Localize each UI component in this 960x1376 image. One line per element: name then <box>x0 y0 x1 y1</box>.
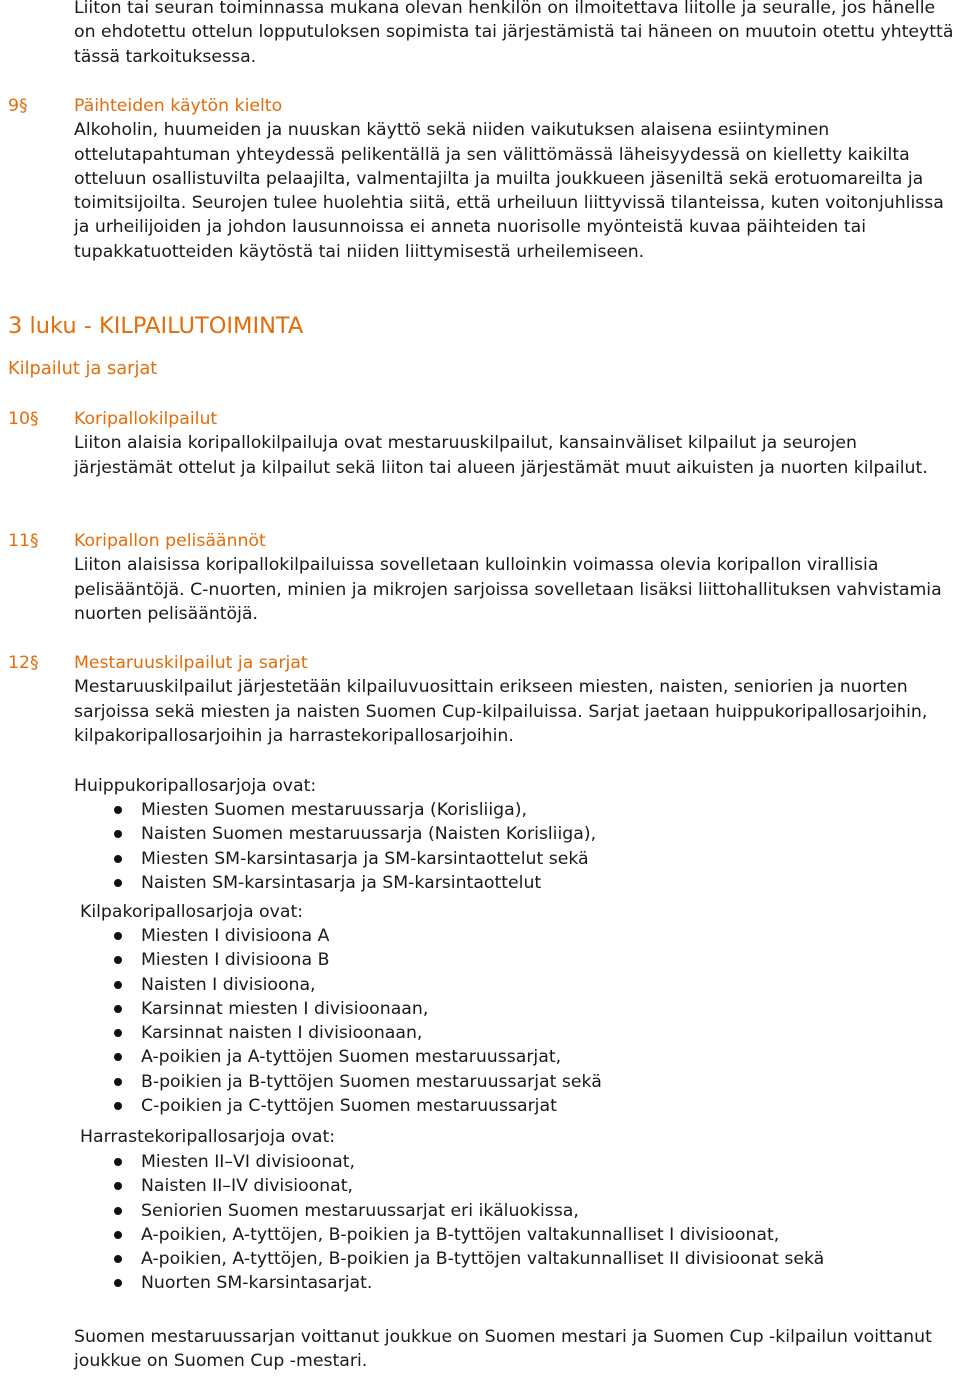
closing-paragraph: Suomen mestaruussarjan voittanut joukkue on Suomen mestari ja Suomen Cup -kilpailun voittanut joukkue on Suomen Cup -mestari. <box>74 1327 932 1372</box>
list-item: A-poikien, A-tyttöjen, B-poikien ja B-tyttöjen valtakunnalliset II divisioonat sekä <box>108 1247 824 1271</box>
section-number: 10§ <box>8 409 39 429</box>
list-item: A-poikien, A-tyttöjen, B-poikien ja B-tyttöjen valtakunnalliset I divisioonat, <box>108 1223 824 1247</box>
bullet-list-kilpa <box>108 924 602 1118</box>
list-item: Naisten II–IV divisioonat, <box>108 1174 824 1198</box>
list-item: Miesten I divisioona A <box>108 924 602 948</box>
chapter-title: 3 luku - KILPAILUTOIMINTA <box>8 313 304 339</box>
bullet-list-huippu <box>108 798 596 895</box>
section-10-body: Liiton alaisia koripallokilpailuja ovat mestaruuskilpailut, kansainväliset kilpailut ja seurojen järjestämät ottelut ja kilpailut sekä liiton tai alueen järjestämät muut aikuisten ja nuorten kilpailut. <box>74 433 928 478</box>
section-title: Koripallokilpailut <box>74 409 218 429</box>
list-item: Naisten SM-karsintasarja ja SM-karsintaottelut <box>108 871 596 895</box>
section-number: 12§ <box>8 653 39 673</box>
list-item: C-poikien ja C-tyttöjen Suomen mestaruussarjat <box>108 1094 602 1118</box>
intro-paragraph: Liiton tai seuran toiminnassa mukana olevan henkilön on ilmoitettava liitolle ja seuralle, jos hänelle on ehdotettu ottelun lopputuloksen sopimista tai järjestämistä tai häneen on muutoin otettu yhteyttä tässä tarkoituksessa. <box>74 0 954 67</box>
list-heading-kilpa: Kilpakoripallosarjoja ovat: <box>80 902 304 922</box>
list-item: Nuorten SM-karsintasarjat. <box>108 1271 824 1295</box>
list-item: Miesten II–VI divisioonat, <box>108 1150 824 1174</box>
list-item: Karsinnat miesten I divisioonaan, <box>108 997 602 1021</box>
section-number: 9§ <box>8 96 28 116</box>
bullet-list-harraste <box>108 1150 824 1296</box>
list-item: Naisten Suomen mestaruussarja (Naisten Korisliiga), <box>108 822 596 846</box>
section-10-heading <box>0 407 960 431</box>
list-item: Miesten I divisioona B <box>108 948 602 972</box>
list-item: Miesten SM-karsintasarja ja SM-karsintaottelut sekä <box>108 847 596 871</box>
section-11-heading <box>0 529 960 553</box>
section-title: Päihteiden käytön kielto <box>74 96 283 116</box>
section-11 <box>0 529 960 626</box>
section-10 <box>0 407 960 480</box>
section-9-heading <box>0 94 960 118</box>
section-12 <box>0 651 960 748</box>
section-12-body: Mestaruuskilpailut järjestetään kilpailuvuosittain erikseen miesten, naisten, seniorien ja nuorten sarjoissa sekä miesten ja naisten Suomen Cup-kilpailuissa. Sarjat jaetaan huippukoripallosarjoihin, kilpakoripallosarjoihin ja harrastekoripallosarjoihin. <box>74 677 928 746</box>
list-item: B-poikien ja B-tyttöjen Suomen mestaruussarjat sekä <box>108 1070 602 1094</box>
subheading: Kilpailut ja sarjat <box>8 358 158 379</box>
list-item: A-poikien ja A-tyttöjen Suomen mestaruussarjat, <box>108 1045 602 1069</box>
section-9-body: Alkoholin, huumeiden ja nuuskan käyttö sekä niiden vaikutuksen alaisena esiintyminen ottelutapahtuman yhteydessä pelikentällä ja sen välittömässä läheisyydessä on kielletty kaikilta otteluun osallistuvilta pelaajilta, valmentajilta ja muilta joukkueen jäseniltä sekä erotuomareilta ja toimitsijoilta. Seurojen tulee huolehtia siitä, että urheiluun liittyvissä tilanteissa, kuten voitonjuhlissa ja urheilijoiden ja johdon lausunnoissa ei anneta nuorisolle myönteistä kuvaa päihteiden tai tupakkatuotteiden käytöstä tai niiden liittymisestä urheilemiseen. <box>74 120 944 262</box>
list-item: Miesten Suomen mestaruussarja (Korisliiga), <box>108 798 596 822</box>
list-heading-huippu: Huippukoripallosarjoja ovat: <box>74 776 317 796</box>
section-11-body: Liiton alaisissa koripallokilpailuissa sovelletaan kulloinkin voimassa olevia koripallon virallisia pelisääntöjä. C-nuorten, minien ja mikrojen sarjoissa sovelletaan lisäksi liittohallituksen vahvistamia nuorten pelisääntöjä. <box>74 555 942 624</box>
section-title: Mestaruuskilpailut ja sarjat <box>74 653 308 673</box>
section-12-heading <box>0 651 960 675</box>
list-item: Naisten I divisioona, <box>108 973 602 997</box>
section-9 <box>0 94 960 264</box>
section-title: Koripallon pelisäännöt <box>74 531 266 551</box>
section-number: 11§ <box>8 531 39 551</box>
list-item: Karsinnat naisten I divisioonaan, <box>108 1021 602 1045</box>
list-item: Seniorien Suomen mestaruussarjat eri ikäluokissa, <box>108 1199 824 1223</box>
list-heading-harraste: Harrastekoripallosarjoja ovat: <box>80 1127 336 1147</box>
